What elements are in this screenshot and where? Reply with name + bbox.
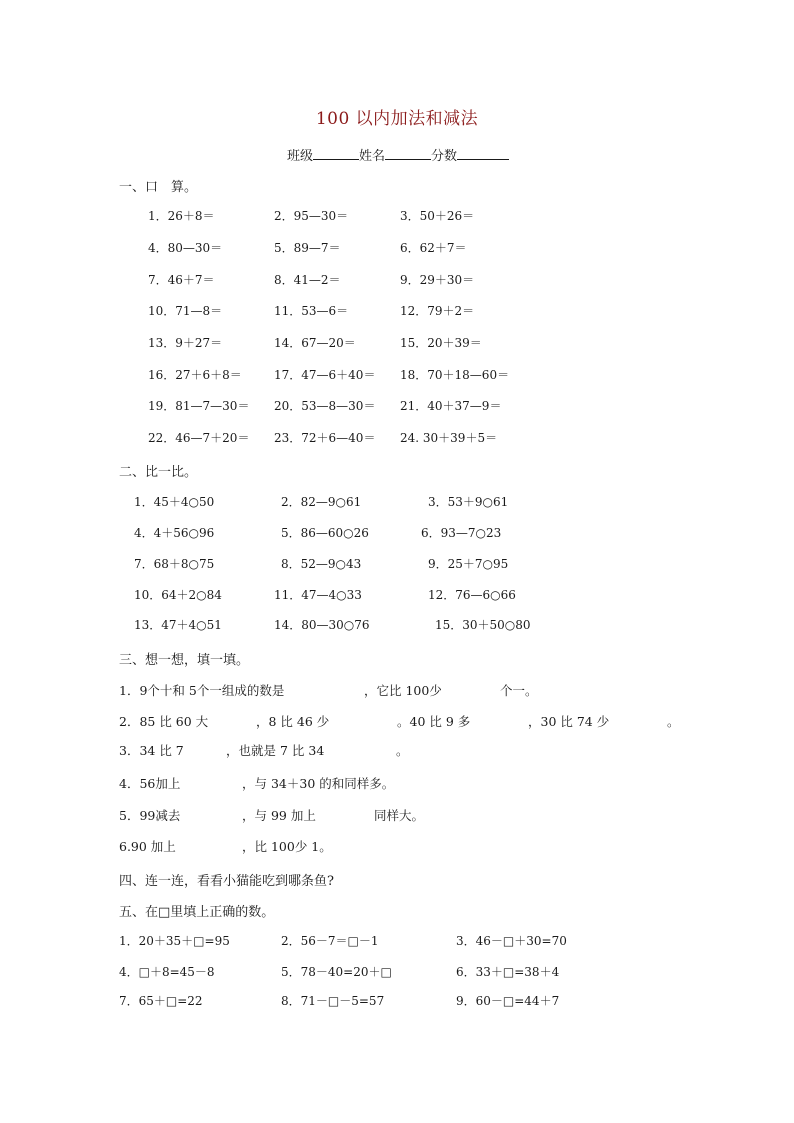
compare-item: 4．4＋56○96 (134, 526, 215, 540)
oral-item: 2．95—30＝ (274, 209, 349, 223)
oral-item: 3．50＋26＝ (400, 209, 475, 223)
compare-item: 3．53＋9○61 (428, 495, 509, 509)
oral-item: 13．9＋27＝ (148, 336, 223, 350)
fill-q1-text: ，它比 100少 (364, 683, 442, 698)
score-blank[interactable] (457, 146, 509, 160)
oral-item: 5．89—7＝ (274, 241, 341, 255)
class-label: 班级 (287, 149, 314, 164)
section-heading-fill: 三、想一想，填一填。 (119, 653, 250, 668)
name-blank[interactable] (385, 146, 431, 160)
section-heading-connect: 四、连一连，看看小猫能吃到哪条鱼? (119, 874, 334, 889)
fill-q1-text: 1．9个十和 5个一组成的数是 (119, 683, 285, 698)
fill-q2-text: 。40 比 9 多 (397, 714, 471, 729)
compare-item: 14．80—30○76 (274, 618, 370, 632)
page-title: 100 以内加法和减法 (315, 109, 479, 129)
fill-q6-text: 6.90 加上 (119, 839, 176, 854)
compare-item: 7．68＋8○75 (134, 557, 215, 571)
fill-q2-text: 。 (667, 714, 680, 729)
box-item: 1．20＋35＋□=95 (119, 934, 230, 948)
box-item: 4．□＋8=45－8 (119, 965, 215, 979)
section-heading-oral: 一、口 算。 (119, 180, 198, 195)
oral-item: 18．70＋18—60＝ (400, 368, 510, 382)
fill-q5-text: 5．99减去 (119, 808, 181, 823)
oral-item: 17．47—6＋40＝ (274, 368, 376, 382)
box-item: 5．78－40=20＋□ (281, 965, 392, 979)
fill-q3-text: 3．34 比 7 (119, 743, 184, 758)
box-item: 8．71－□－5=57 (281, 994, 385, 1008)
fill-q1-text: 个一。 (500, 683, 538, 698)
compare-item: 6．93—7○23 (421, 526, 502, 540)
fill-q3-text: ，也就是 7 比 34 (226, 743, 325, 758)
oral-item: 1．26＋8＝ (148, 209, 215, 223)
compare-item: 13．47＋4○51 (134, 618, 222, 632)
oral-item: 12．79＋2＝ (400, 304, 475, 318)
oral-item: 23．72＋6—40＝ (274, 431, 376, 445)
oral-item: 21．40＋37—9＝ (400, 399, 502, 413)
fill-q3-text: 。 (396, 743, 409, 758)
oral-item: 19．81—7—30＝ (148, 399, 250, 413)
compare-item: 10．64＋2○84 (134, 588, 222, 602)
oral-item: 10．71—8＝ (148, 304, 223, 318)
oral-item: 20．53—8—30＝ (274, 399, 376, 413)
class-blank[interactable] (313, 146, 359, 160)
section-heading-compare: 二、比一比。 (119, 465, 198, 480)
oral-item: 24. 30＋39＋5＝ (400, 431, 498, 445)
compare-item: 11．47—4○33 (274, 588, 362, 602)
box-item: 7．65＋□=22 (119, 994, 203, 1008)
fill-q5-text: ，与 99 加上 (242, 808, 316, 823)
compare-item: 8．52—9○43 (281, 557, 362, 571)
oral-item: 14．67—20＝ (274, 336, 356, 350)
oral-item: 7．46＋7＝ (148, 273, 215, 287)
name-label: 姓名 (359, 149, 386, 164)
section-heading-boxes: 五、在□里填上正确的数。 (119, 905, 275, 920)
compare-item: 9．25＋7○95 (428, 557, 509, 571)
box-item: 3．46－□＋30=70 (456, 934, 567, 948)
oral-item: 9．29＋30＝ (400, 273, 475, 287)
oral-item: 6．62＋7＝ (400, 241, 467, 255)
compare-item: 15．30＋50○80 (435, 618, 531, 632)
fill-q6-text: ，比 100少 1。 (242, 839, 332, 854)
fill-q2-text: ，30 比 74 少 (528, 714, 610, 729)
oral-item: 8．41—2＝ (274, 273, 341, 287)
box-item: 9．60－□=44＋7 (456, 994, 560, 1008)
oral-item: 15．20＋39＝ (400, 336, 482, 350)
score-label: 分数 (431, 149, 458, 164)
compare-item: 2．82—9○61 (281, 495, 362, 509)
compare-item: 1．45＋4○50 (134, 495, 215, 509)
oral-item: 22．46—7＋20＝ (148, 431, 250, 445)
box-item: 6．33＋□=38＋4 (456, 965, 560, 979)
fill-q2-text: ，8 比 46 少 (256, 714, 330, 729)
box-item: 2．56－7＝□－1 (281, 934, 379, 948)
oral-item: 4．80—30＝ (148, 241, 223, 255)
fill-q4-text: 4．56加上 (119, 776, 181, 791)
compare-item: 5．86—60○26 (281, 526, 369, 540)
fill-q4-text: ，与 34＋30 的和同样多。 (242, 776, 395, 791)
fill-q5-text: 同样大。 (374, 808, 425, 823)
fill-q2-text: 2．85 比 60 大 (119, 714, 209, 729)
student-info-line (287, 145, 509, 164)
oral-item: 16．27＋6＋8＝ (148, 368, 242, 382)
oral-item: 11．53—6＝ (274, 304, 349, 318)
compare-item: 12．76—6○66 (428, 588, 516, 602)
